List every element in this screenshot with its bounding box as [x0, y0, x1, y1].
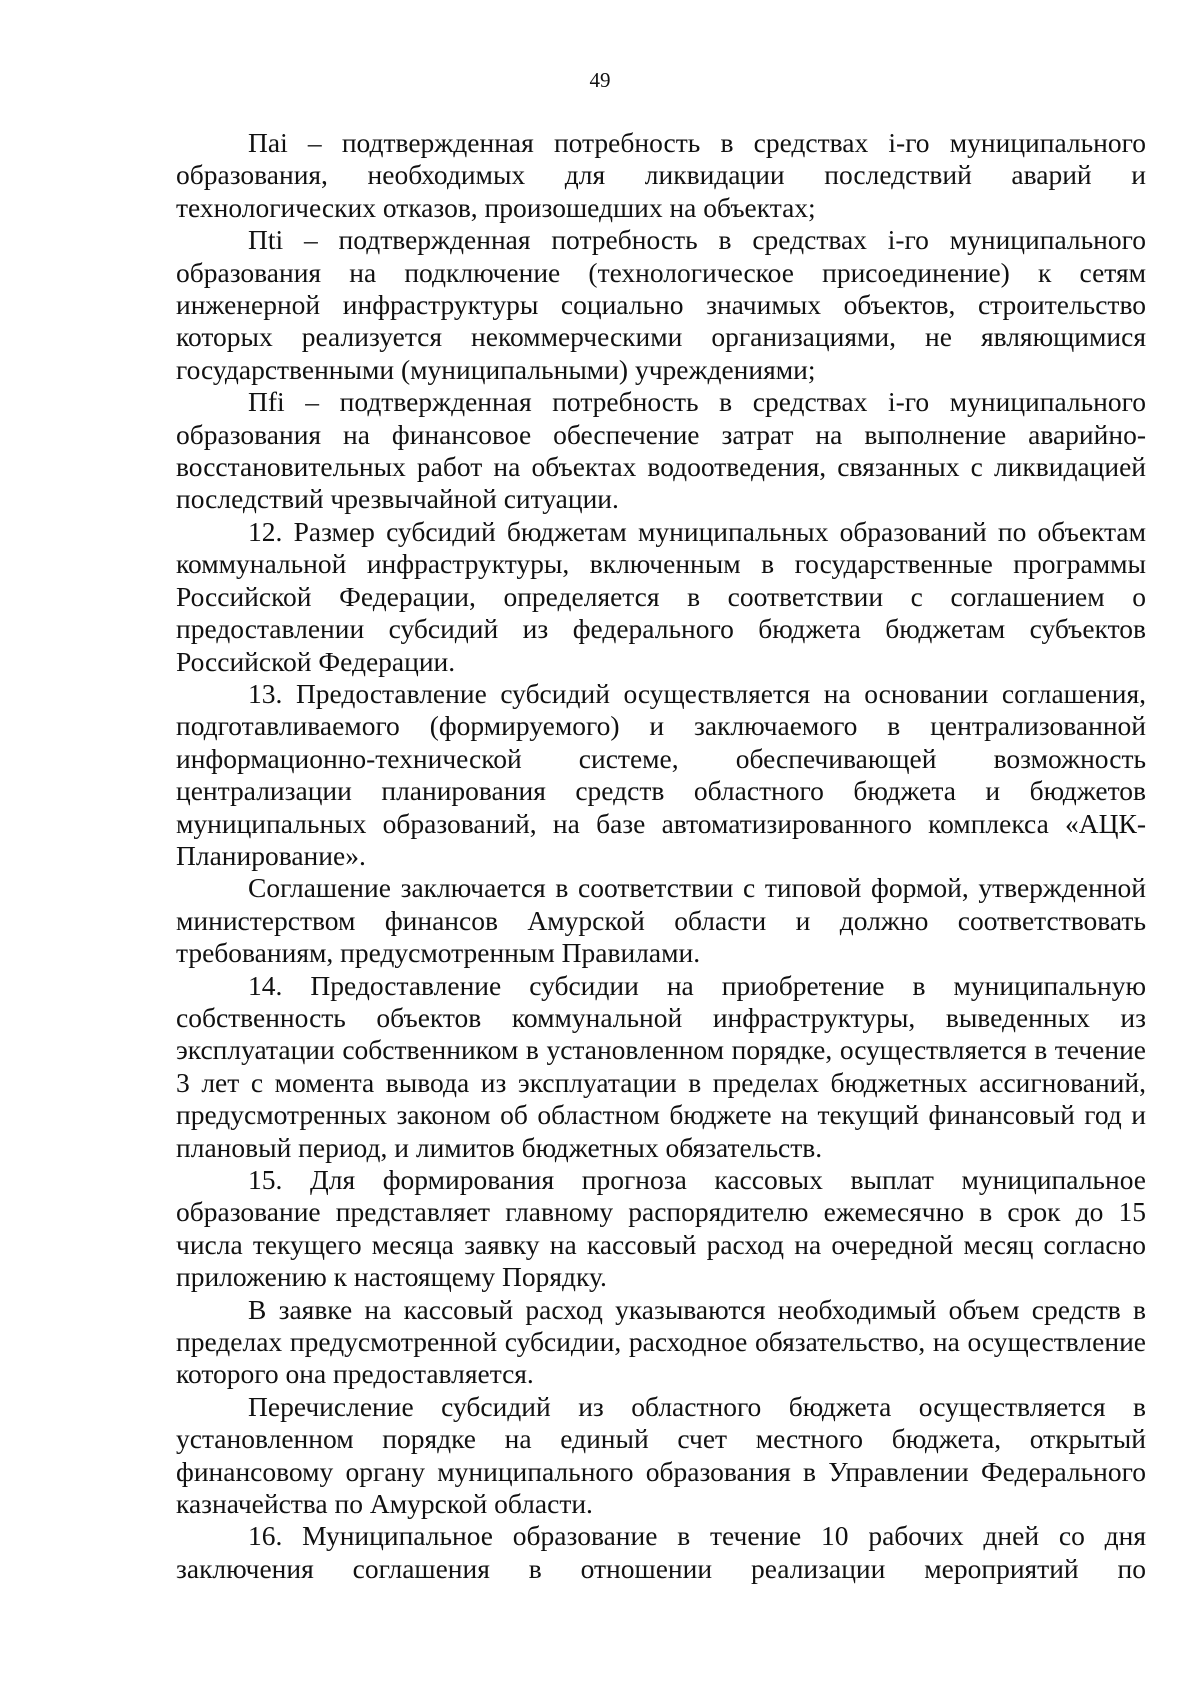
paragraph-clause-14: 14. Предоставление субсидии на приобретение в муниципальную собственность объектов коммунальной инфраструктуры, выведенных из эксплуатации собственником в установленном порядке, осуществляется в течение 3 лет с момента вывода из эксплуатации в пределах бюджетных ассигнований, предусмотренных законом об областном бюджете на текущий финансовый год и плановый период, и лимитов бюджетных обязательств. — [176, 969, 1146, 1163]
paragraph-pfi-definition: Пfi – подтвержденная потребность в средствах i-го муниципального образования на финансовое обеспечение затрат на выполнение аварийно-восстановительных работ на объектах водоотведения, связанных с ликвидацией последствий чрезвычайной ситуации. — [176, 386, 1146, 515]
paragraph-clause-13: 13. Предоставление субсидий осуществляется на основании соглашения, подготавливаемого (формируемого) и заключаемого в централизованной информационно-технической системе, обеспечивающей возможность централизации планирования средств областного бюджета и бюджетов муниципальных образований, на базе автоматизированного комплекса «АЦК-Планирование». — [176, 677, 1146, 871]
paragraph-agreement-form: Соглашение заключается в соответствии с типовой формой, утвержденной министерством финансов Амурской области и должно соответствовать требованиям, предусмотренным Правилами. — [176, 872, 1146, 969]
paragraph-pti-definition: Пti – подтвержденная потребность в средствах i-го муниципального образования на подключение (технологическое присоединение) к сетям инженерной инфраструктуры социально значимых объектов, строительство которых реализуется некоммерческими организациями, не являющимися государственными (муниципальными) учреждениями; — [176, 224, 1146, 385]
page-number: 49 — [589, 68, 611, 92]
paragraph-pai-definition: Паi – подтвержденная потребность в средствах i-го муниципального образования, необходимых для ликвидации последствий аварий и технологических отказов, произошедших на объектах; — [176, 127, 1146, 223]
paragraph-subsidy-transfer: Перечисление субсидий из областного бюджета осуществляется в установленном порядке на единый счет местного бюджета, открытый финансовому органу муниципального образования в Управлении Федерального казначейства по Амурской области. — [176, 1390, 1146, 1520]
paragraph-clause-15: 15. Для формирования прогноза кассовых выплат муниципальное образование представляет главному распорядителю ежемесячно в срок до 15 числа текущего месяца заявку на кассовый расход на очередной месяц согласно приложению к настоящему Порядку. — [176, 1164, 1146, 1293]
paragraph-clause-12: 12. Размер субсидий бюджетам муниципальных образований по объектам коммунальной инфраструктуры, включенным в государственные программы Российской Федерации, определяется в соответствии с соглашением о предоставлении субсидий из федерального бюджета бюджетам субъектов Российской Федерации. — [176, 515, 1146, 677]
paragraph-clause-16: 16. Муниципальное образование в течение 10 рабочих дней со дня заключения соглашения в отношении реализации мероприятий по — [176, 1520, 1146, 1584]
paragraph-expense-request: В заявке на кассовый расход указываются необходимый объем средств в пределах предусмотренной субсидии, расходное обязательство, на осуществление которого она предоставляется. — [176, 1293, 1146, 1390]
document-body — [176, 127, 1146, 1585]
